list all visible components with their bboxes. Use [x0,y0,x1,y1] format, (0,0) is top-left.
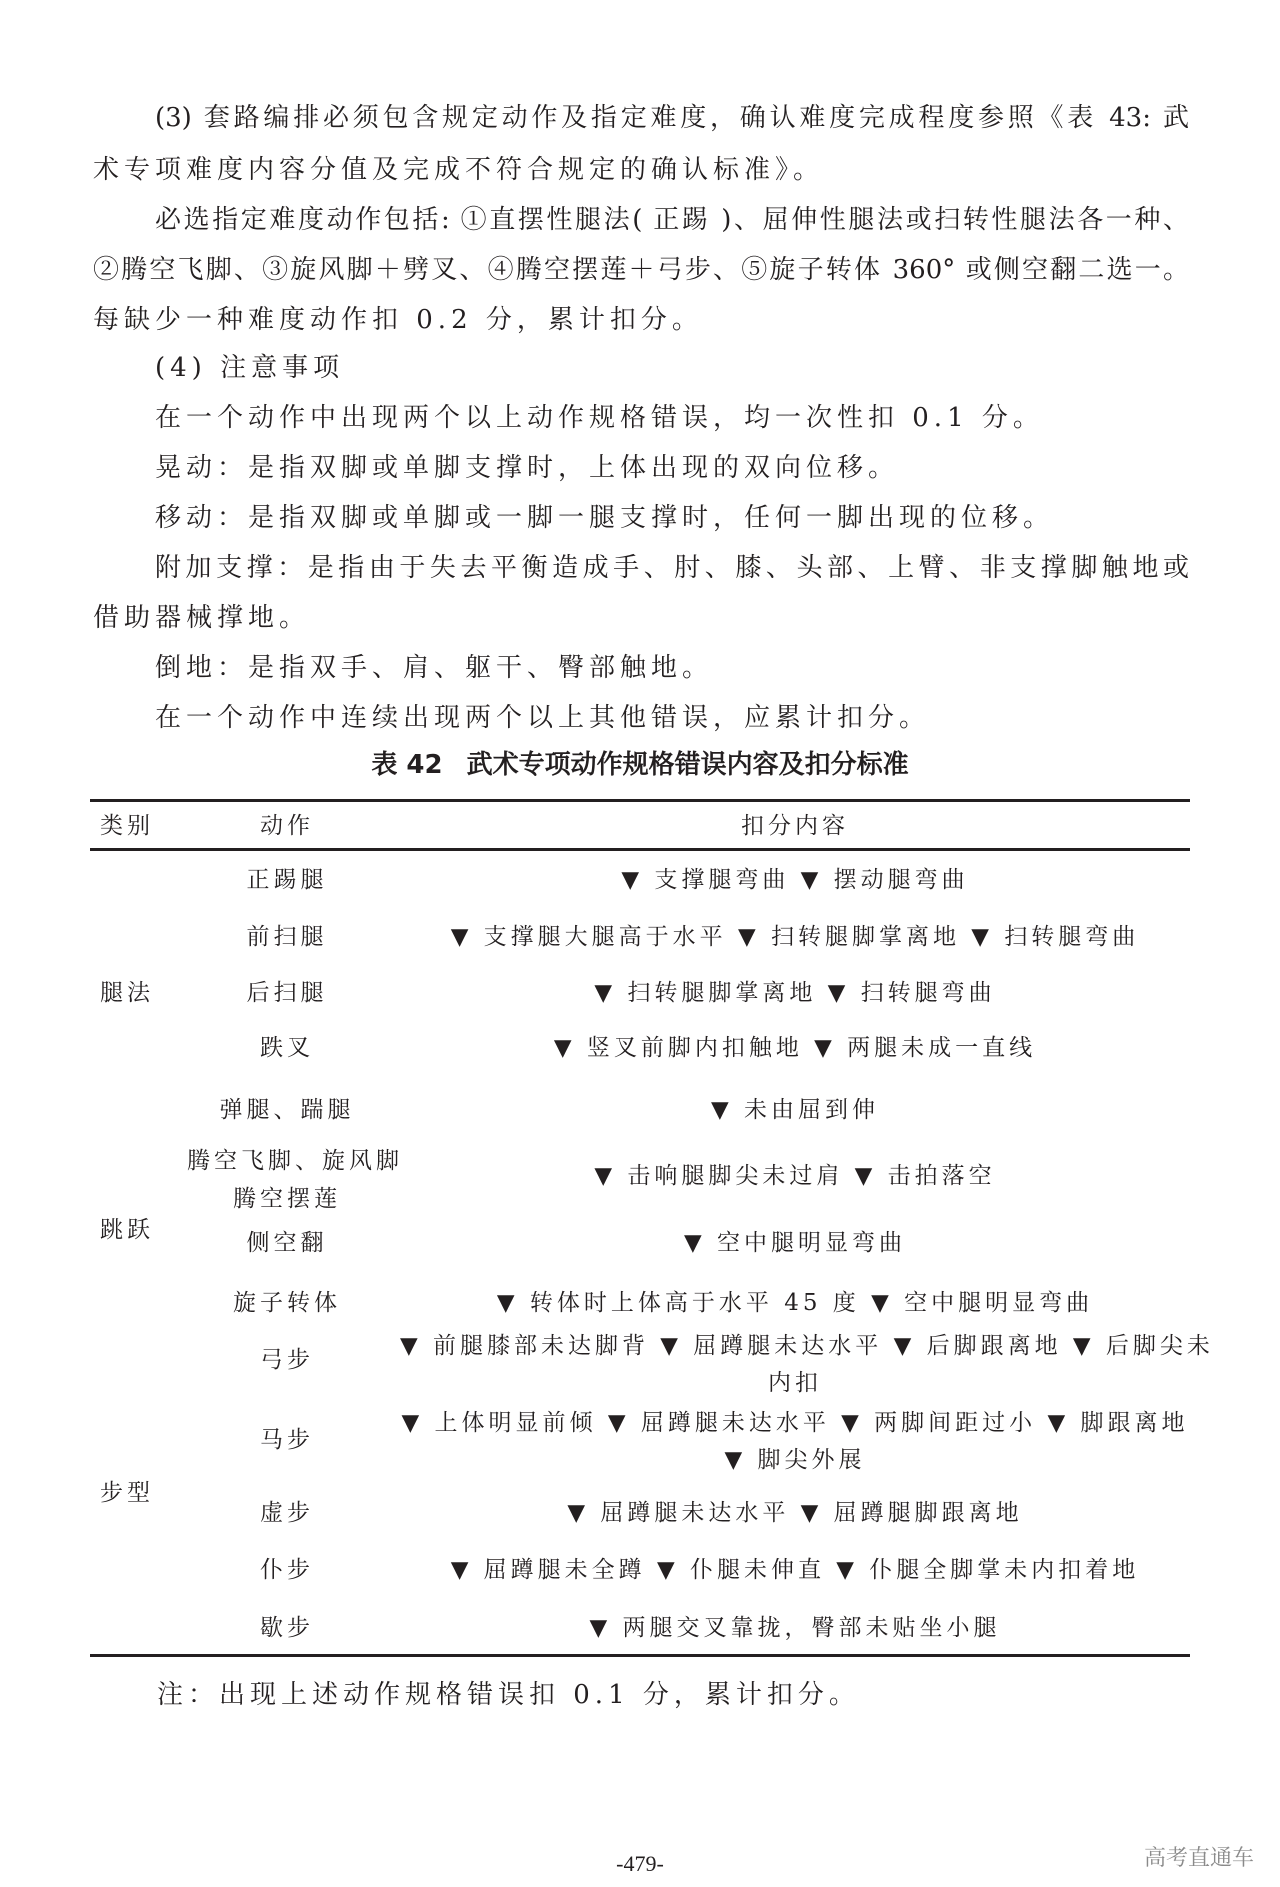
action-name: 仆步 [260,1557,314,1583]
table-caption-title: 武术专项动作规格错误内容及扣分标准 [466,750,909,780]
deduction-text: ▼ 屈蹲腿未全蹲 ▼ 仆腿未伸直 ▼ 仆腿全脚掌未内扣着地 [450,1557,1140,1583]
action-cell [187,1498,387,1528]
deduction-text: ▼ 上体明显前倾 ▼ 屈蹲腿未达水平 ▼ 两脚间距过小 ▼ 脚跟离地 [401,1410,1189,1436]
deduction-text: ▼ 空中腿明显弯曲 [684,1230,906,1256]
header-category: 类别 [100,813,154,839]
deduction-text: ▼ 转体时上体高于水平 45 度 ▼ 空中腿明显弯曲 [496,1290,1094,1316]
deduction-text: ▼ 两腿交叉靠拢，臀部未贴坐小腿 [589,1615,1001,1641]
category-label: 跳跃 [100,1217,154,1243]
action-cell [187,1288,387,1318]
deduction-cell [400,978,1190,1008]
deduction-cell [400,1161,1190,1191]
deduction-cell [400,1498,1190,1528]
action-name: 歇步 [260,1615,314,1641]
action-cell [187,1142,403,1218]
action-cell [187,1613,387,1643]
action-name: 后扫腿 [246,980,328,1006]
action-name: 侧空翻 [246,1230,328,1256]
action-cell [187,1095,387,1125]
action-name: 腾空摆莲 [233,1186,341,1212]
action-name: 腾空飞脚、旋风脚 [187,1148,403,1174]
paragraph-line: 每缺少一种难度动作扣 0.2 分，累计扣分。 [93,305,703,335]
action-name: 旋子转体 [233,1290,341,1316]
paragraph-line: (4) 注意事项 [155,353,345,383]
deduction-cell [400,922,1190,952]
category-label: 步型 [100,1480,154,1506]
deduction-cell [400,1033,1190,1063]
paragraph-line: ②腾空飞脚、③旋风脚＋劈叉、④腾空摆莲＋弓步、⑤旋子转体 360° 或侧空翻二选一。 [93,255,1189,285]
action-name: 正踢腿 [246,867,328,893]
action-cell [187,922,387,952]
paragraph-line: 倒地：是指双手、肩、躯干、臀部触地。 [155,653,714,683]
table-header-rule [90,848,1190,851]
category-label: 腿法 [100,980,154,1006]
action-name: 虚步 [260,1500,314,1526]
action-cell [187,978,387,1008]
paragraph-line: (3) 套路编排必须包含规定动作及指定难度，确认难度完成程度参照《表 43: 武 [155,103,1189,133]
paragraph-line: 术专项难度内容分值及完成不符合规定的确认标准》。 [93,155,825,185]
action-cell [187,1033,387,1063]
paragraph-line: 在一个动作中连续出现两个以上其他错误，应累计扣分。 [155,703,931,733]
table-note: 注：出现上述动作规格错误扣 0.1 分，累计扣分。 [157,1680,860,1710]
deduction-cell [400,1613,1190,1643]
action-name: 跌叉 [260,1035,314,1061]
deduction-cell [400,1555,1190,1585]
deduction-text: ▼ 脚尖外展 [724,1447,866,1473]
paragraph-line: 附加支撑：是指由于失去平衡造成手、肘、膝、头部、上臂、非支撑脚触地或 [155,553,1189,583]
action-cell [187,1555,387,1585]
deduction-text: ▼ 屈蹲腿未达水平 ▼ 屈蹲腿脚跟离地 [567,1500,1023,1526]
deduction-cell [400,1228,1190,1258]
deduction-cell [400,865,1190,895]
action-cell [187,865,387,895]
deduction-text: 内扣 [768,1370,822,1396]
deduction-cell [400,1328,1214,1402]
paragraph-line: 移动：是指双脚或单脚或一脚一腿支撑时，任何一脚出现的位移。 [155,503,1055,533]
action-name: 弓步 [260,1347,314,1373]
table-top-rule [90,799,1190,802]
deduction-text: ▼ 前腿膝部未达脚背 ▼ 屈蹲腿未达水平 ▼ 后脚跟离地 ▼ 后脚尖未 [400,1333,1214,1359]
paragraph-line: 在一个动作中出现两个以上动作规格错误，均一次性扣 0.1 分。 [155,403,1044,433]
deduction-cell [400,1288,1190,1318]
table-caption-number: 表 42 [371,750,443,780]
paragraph-line: 晃动：是指双脚或单脚支撑时，上体出现的双向位移。 [155,453,900,483]
page-number: -479- [616,1851,664,1876]
deduction-text: ▼ 未由屈到伸 [711,1097,879,1123]
action-cell [187,1425,387,1455]
action-name: 马步 [260,1427,314,1453]
table-caption [0,748,1280,782]
deduction-text: ▼ 击响腿脚尖未过肩 ▼ 击拍落空 [594,1163,996,1189]
action-name: 前扫腿 [246,924,328,950]
deduction-text: ▼ 竖叉前脚内扣触地 ▼ 两腿未成一直线 [553,1035,1037,1061]
header-action: 动作 [260,813,314,839]
paragraph-line: 借助器械撑地。 [93,603,311,633]
paragraph-line: 必选指定难度动作包括: ①直摆性腿法( 正踢 )、屈伸性腿法或扫转性腿法各一种、 [155,205,1189,235]
deduction-text: ▼ 扫转腿脚掌离地 ▼ 扫转腿弯曲 [594,980,996,1006]
deduction-cell [400,1095,1190,1125]
table-bottom-rule [90,1654,1190,1657]
deduction-text: ▼ 支撑腿大腿高于水平 ▼ 扫转腿脚掌离地 ▼ 扫转腿弯曲 [450,924,1140,950]
action-cell [187,1228,387,1258]
watermark: 高考直通车 [1144,1846,1255,1871]
action-name: 弹腿、踹腿 [219,1097,355,1123]
deduction-cell [400,1405,1190,1479]
action-cell [187,1345,387,1375]
header-deduction: 扣分内容 [741,813,849,839]
deduction-text: ▼ 支撑腿弯曲 ▼ 摆动腿弯曲 [621,867,969,893]
